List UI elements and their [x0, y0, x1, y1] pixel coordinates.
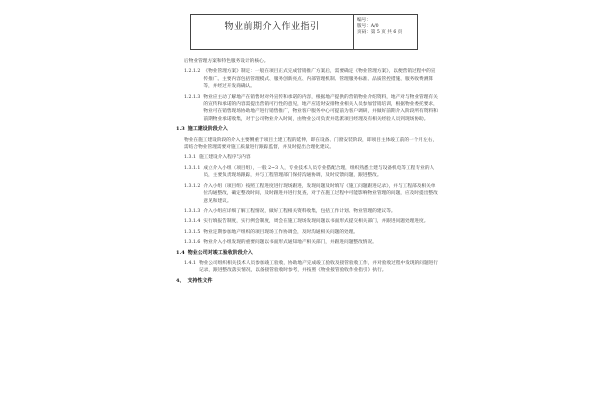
paragraph: [176, 218, 438, 225]
document-title: 物业前期介入作业指引: [191, 15, 354, 49]
clause-number: 1.3.1.5: [184, 229, 201, 235]
clause-text: 成立介入小组（项目组），一般 2~3 人，专业技术人员专业搭配合理，组织熟悉土建与设备机电等工程专业的人员，主要负责现场跟踪，并与工程管理部门保持沟通协调，及时反馈问题，跟进整改。: [203, 165, 435, 179]
clause-text: 物业应主动了解地产在销售时对外宣传和承诺的内容，根据地产提供的营销物业介绍资料，地产对与物业管理有关的宣传和承诺的内容需提出营销可行性的意见，地产应适时安排物业相关人员参加营销培训，根据物业委托要求，物业可在销售现场协助地产进行销售推广，物业客户服务中心可提前为客户调研，并做好前期介入阶段所有资料和前期物业承诺收集，对于公司物业介入时间，由物业公司负责并选派项目经理及有相关经验人员到现场协助。: [203, 94, 438, 122]
clause-text: 施工建设阶段介入: [187, 126, 228, 133]
clause-text: 《物业管理方案》制定：一般在项目正式完成营销推广方案后，需要确定《物业管理方案》，以便营销过程中的宣传推广。主要内容包括管理模式、服务创新亮点、内部管理机制、管理服务标准、品质管控措施、服务收费测算等，并经过开发商确认。: [203, 69, 436, 90]
clause-text: 实行填报告制度，实行例会制度，周会在施工现场发现问题以书面形式提交相关部门，并跟进问题处理进度。: [203, 219, 429, 225]
document-meta: [354, 15, 417, 49]
clause-number: 1.2.1.2: [184, 69, 201, 75]
clause-text: 支持性文件: [187, 277, 213, 284]
clause-text: 后物业管理方案和特色服务设计的核心。: [184, 59, 269, 64]
document-body: [176, 58, 438, 288]
clause-number: 1.2.1.3: [184, 94, 201, 100]
clause-number: 1.3: [176, 126, 185, 133]
clause-text: 施工建设介入程序与内容: [198, 155, 251, 161]
clause-text: 介入小组（项目组）按照工程进度进行现场跟进，发现问题及时填写《施工问题跟进记录》，并与工程部及相关单位沟通整改，确定整改时间，及时跟进并进行复查，对于在施工过程中可能影响物业管理的问题，应及时提出整改意见和建议。: [203, 183, 438, 204]
clause-text: 物业定期参加地产组织的项目现场工作协调会，及时沟通相关问题的处理。: [203, 229, 359, 235]
clause-text: 物业介入小组发现的重要问题以书面形式通知地产相关部门，并跟进问题整改情况。: [203, 240, 377, 246]
clause-text: 物业公司对竣工验收阶段介入: [187, 249, 253, 256]
paragraph: [176, 68, 438, 90]
clause-text: 物业公司组织相关技术人员参加竣工验收，协助地产完成竣工验收及接管验收工作，并对验收过程中发现的问题进行记录，跟进整改落实情况，以备接管验收时参考，并按照《物业接管验收作业指引》执行。: [198, 260, 439, 274]
paragraph: [176, 183, 438, 205]
paragraph: [176, 94, 438, 124]
clause-number: 1.3.1.1: [184, 165, 201, 171]
clause-text: 介入小组应详细了解工程情况，做好工程相关资料收集，包括工作计划、物业管理的建议等。: [203, 208, 396, 214]
clause-number: 1.3.1.2: [184, 183, 201, 189]
clause-number: 1.3.1.3: [184, 208, 201, 214]
section-heading: [176, 126, 438, 133]
clause-number: 1.4: [176, 249, 185, 256]
paragraph: [176, 165, 438, 180]
paragraph: [176, 260, 438, 275]
paragraph: [176, 229, 438, 236]
clause-number: 1.3.1.6: [184, 240, 201, 246]
document-header-table: [190, 14, 418, 50]
paragraph: [176, 58, 438, 65]
paragraph: [176, 239, 438, 246]
clause-number: 4、: [176, 277, 185, 284]
doc-code: 编号：: [357, 18, 371, 23]
clause-number: 1.3.1: [184, 155, 196, 161]
paragraph: [176, 208, 438, 215]
paragraph: [176, 137, 438, 152]
section-heading: [176, 250, 438, 257]
section-heading: [176, 278, 438, 285]
clause-number: 1.3.1.4: [184, 219, 201, 225]
paragraph: [176, 154, 438, 161]
doc-version: 版号：A/0: [357, 24, 379, 29]
doc-page-info: 页码：第 5 页 共 6 页: [357, 30, 403, 35]
clause-number: 1.4.1: [184, 260, 196, 266]
clause-text: 物业在施工建设阶段的介入主要侧重于项目土建工程的延伸，即在设备、门窗安装阶段，即项目主体竣工前的一个月左右，需结合物业管理需要对施工质量进行跟踪监督，并及时提出合理化建议。: [184, 137, 438, 151]
